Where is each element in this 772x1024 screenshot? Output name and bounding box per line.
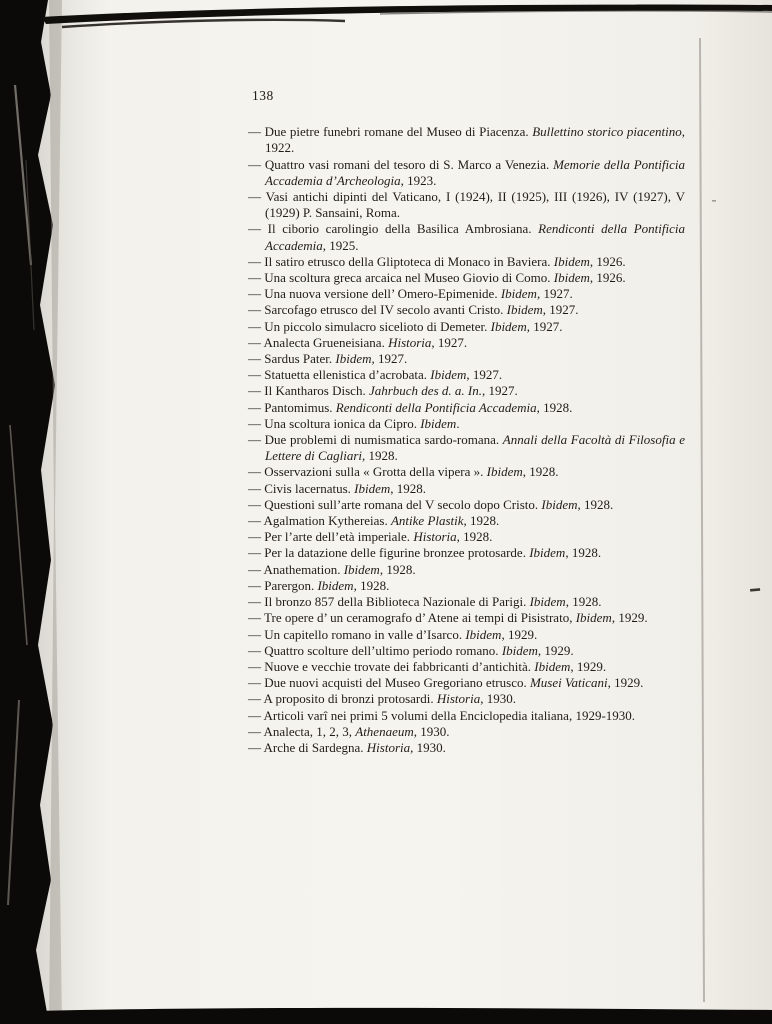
bibliography-entry <box>248 286 685 302</box>
page-number: 138 <box>252 88 274 103</box>
entry-dash: — <box>248 723 261 739</box>
entry-text <box>264 578 389 593</box>
bibliography-entry <box>248 740 685 756</box>
entry-segment: Analecta, 1, 2, 3, <box>263 723 356 739</box>
entry-text <box>264 610 648 625</box>
entry-segment: Due nuovi acquisti del Museo Gregoriano etrusco. <box>264 675 530 691</box>
bibliography-entry <box>248 254 685 270</box>
entry-segment: Osservazioni sulla « Grotta della vipera ». <box>264 464 487 480</box>
entry-segment-italic: Ibidem <box>506 302 543 318</box>
entry-text <box>264 513 500 528</box>
entry-text <box>264 383 517 398</box>
entry-segment-italic: Bullettino storico piacentino <box>532 124 682 140</box>
entry-text <box>264 254 625 269</box>
entry-segment: , 1928. <box>362 448 398 464</box>
entry-dash: — <box>248 156 261 172</box>
entry-segment: , 1923. <box>400 172 437 188</box>
entry-segment: , 1928. <box>379 561 416 577</box>
entry-segment: , 1928. <box>463 513 500 529</box>
entry-segment-italic: Athenaeum <box>355 723 414 739</box>
entry-segment-italic: Musei Vaticani <box>529 675 608 691</box>
entry-segment-italic: Ibidem <box>553 253 590 269</box>
entry-segment: , 1928. <box>577 496 614 512</box>
bibliography-entry <box>248 594 685 610</box>
bibliography-entry <box>248 481 685 497</box>
entry-segment: , 1922. <box>265 124 685 156</box>
entry-segment: Un capitello romano in valle d’Isarco. <box>264 626 466 642</box>
entry-segment-italic: Ibidem <box>534 658 571 674</box>
bibliography-entry <box>248 659 685 675</box>
entry-dash: — <box>248 610 261 626</box>
bibliography-list <box>248 124 685 756</box>
entry-segment: Quattro scolture dell’ultimo periodo romano. <box>264 642 502 658</box>
entry-dash: — <box>248 318 261 334</box>
entry-segment: Arche di Sardegna. <box>263 739 367 755</box>
entry-dash: — <box>248 221 261 237</box>
entry-dash: — <box>248 739 261 755</box>
entry-text <box>264 481 426 496</box>
entry-segment-italic: Historia <box>413 529 457 545</box>
entry-segment: , 1928. <box>353 577 390 593</box>
entry-segment-italic: Historia <box>436 691 481 707</box>
entry-segment: , 1927. <box>466 367 503 383</box>
bibliography-entry <box>248 513 685 529</box>
entry-segment: Anathemation. <box>263 561 344 577</box>
bibliography-entry <box>248 400 685 416</box>
bibliography-entry <box>248 124 685 156</box>
entry-segment: Questioni sull’arte romana del V secolo dopo Cristo. <box>264 496 542 512</box>
entry-segment: Tre opere d’ un ceramografo d’ Atene ai tempi di Pisistrato, <box>264 610 576 626</box>
entry-text <box>264 464 558 479</box>
entry-dash: — <box>248 124 261 140</box>
bibliography-entry <box>248 724 685 740</box>
entry-dash: — <box>248 577 261 593</box>
bibliography-entry <box>248 643 685 659</box>
entry-dash: — <box>248 351 261 367</box>
bibliography-entry <box>248 497 685 513</box>
entry-segment: , 1929. <box>501 626 538 642</box>
entry-segment: , 1928. <box>565 594 602 610</box>
entry-dash: — <box>248 513 261 529</box>
entry-text <box>264 594 601 609</box>
entry-segment: Per la datazione delle figurine bronzee protosarde. <box>264 545 530 561</box>
entry-segment-italic: Ibidem <box>335 351 372 367</box>
entry-text <box>264 675 643 690</box>
bibliography-entry <box>248 610 685 626</box>
entry-text <box>264 286 572 301</box>
entry-segment: Una nuova versione dell’ Omero-Epimenide. <box>264 286 501 302</box>
entry-dash: — <box>248 642 261 658</box>
entry-segment: , 1928. <box>536 399 573 415</box>
entry-segment: , 1928. <box>390 480 427 496</box>
entry-segment: Analecta Grueneisiana. <box>263 334 389 350</box>
bibliography-entry <box>248 545 685 561</box>
bibliography-entry <box>248 675 685 691</box>
entry-segment: , 1929. <box>607 675 644 691</box>
entry-segment-italic: Antike Plastik <box>390 513 464 529</box>
entry-segment-italic: Ibidem <box>529 545 566 561</box>
entry-dash: — <box>248 707 261 723</box>
entry-dash: — <box>248 496 261 512</box>
page-content <box>248 88 685 756</box>
entry-text <box>264 691 516 706</box>
entry-dash: — <box>248 594 261 610</box>
entry-text <box>265 124 685 155</box>
entry-dash: — <box>248 480 261 496</box>
entry-dash: — <box>248 561 261 577</box>
entry-segment: , 1930. <box>410 739 446 755</box>
entry-segment: A proposito di bronzi protosardi. <box>263 691 437 707</box>
entry-segment: Pantomimus. <box>264 399 336 415</box>
entry-segment-italic: Ibidem <box>529 594 566 610</box>
entry-text <box>264 270 625 285</box>
entry-text <box>264 562 416 577</box>
entry-dash: — <box>248 383 261 399</box>
entry-text <box>264 659 606 674</box>
entry-text <box>264 529 492 544</box>
entry-segment-italic: Ibidem <box>500 286 537 302</box>
entry-dash: — <box>248 253 261 269</box>
entry-segment: Il ciborio carolingio della Basilica Ambrosiana. <box>267 221 539 237</box>
entry-text <box>264 367 502 382</box>
entry-segment: , 1928. <box>522 464 559 480</box>
entry-dash: — <box>248 286 261 302</box>
bibliography-entry <box>248 691 685 707</box>
entry-segment: , 1927. <box>526 318 563 334</box>
entry-text <box>264 643 573 658</box>
bibliography-entry <box>248 351 685 367</box>
entry-dash: — <box>248 691 261 707</box>
entry-text <box>265 432 685 463</box>
entry-dash: — <box>248 367 261 383</box>
entry-text <box>264 400 572 415</box>
entry-text <box>264 724 450 739</box>
entry-segment: Parergon. <box>264 577 318 593</box>
bibliography-entry <box>248 562 685 578</box>
entry-segment: Il satiro etrusco della Gliptoteca di Monaco in Baviera. <box>264 253 554 269</box>
entry-segment-italic: Rendiconti della Pontificia Accademia <box>265 221 685 253</box>
entry-text <box>264 319 562 334</box>
entry-text <box>265 189 685 220</box>
bibliography-entry <box>248 367 685 383</box>
bibliography-entry <box>248 335 685 351</box>
entry-text <box>264 416 459 431</box>
entry-segment: Sardus Pater. <box>264 351 336 367</box>
bibliography-entry <box>248 432 685 464</box>
bibliography-entry <box>248 464 685 480</box>
entry-dash: — <box>248 464 261 480</box>
entry-dash: — <box>248 432 261 448</box>
entry-dash: — <box>248 399 261 415</box>
entry-text <box>265 221 685 252</box>
bibliography-entry <box>248 416 685 432</box>
entry-segment: , 1926. <box>589 270 626 286</box>
entry-segment: Il Kantharos Disch. <box>264 383 369 399</box>
entry-segment-italic: Ibidem <box>465 626 502 642</box>
entry-segment: , 1927. <box>542 302 579 318</box>
entry-segment: Due problemi di numismatica sardo-romana. <box>264 432 503 448</box>
entry-segment: Civis lacernatus. <box>264 480 355 496</box>
bibliography-entry <box>248 221 685 253</box>
entry-text <box>264 351 407 366</box>
entry-segment: , 1927. <box>481 383 518 399</box>
entry-segment: , 1926. <box>589 253 626 269</box>
entry-text <box>264 627 537 642</box>
bibliography-entry <box>248 319 685 335</box>
entry-segment: , 1930. <box>413 723 450 739</box>
entry-segment-italic: Ibidem <box>486 464 523 480</box>
entry-dash: — <box>248 658 261 674</box>
entry-segment: Due pietre funebri romane del Museo di Piacenza. <box>264 124 533 140</box>
bibliography-entry <box>248 708 685 724</box>
entry-dash: — <box>248 545 261 561</box>
entry-text <box>264 302 578 317</box>
entry-segment: , 1929. <box>570 658 607 674</box>
entry-segment: Sarcofago etrusco del IV secolo avanti Cristo. <box>264 302 507 318</box>
entry-segment: Agalmation Kythereias. <box>263 513 391 529</box>
entry-segment: . <box>456 415 460 431</box>
entry-segment: , 1929. <box>537 642 574 658</box>
entry-segment-italic: Memorie della Pontificia Accademia d’Archeologia <box>265 156 685 188</box>
entry-segment-italic: Jahrbuch des d. a. In. <box>368 383 482 399</box>
entry-segment: Nuove e vecchie trovate dei fabbricanti d’antichità. <box>264 658 535 674</box>
bibliography-entry <box>248 627 685 643</box>
entry-segment: Statuetta ellenistica d’acrobata. <box>264 367 431 383</box>
entry-segment: Una scoltura greca arcaica nel Museo Giovio di Como. <box>264 270 554 286</box>
entry-dash: — <box>248 675 261 691</box>
entry-segment: Un piccolo simulacro sicelioto di Demeter. <box>264 318 491 334</box>
bibliography-entry <box>248 529 685 545</box>
entry-text <box>264 335 468 350</box>
entry-dash: — <box>248 334 261 350</box>
entry-dash: — <box>248 189 261 205</box>
entry-dash: — <box>248 302 261 318</box>
entry-segment-italic: Ibidem <box>430 367 467 383</box>
entry-text <box>264 740 446 755</box>
entry-segment: Articoli varî nei primi 5 volumi della Enciclopedia italiana, 1929-1930. <box>263 707 636 723</box>
entry-segment-italic: Ibidem <box>575 610 612 626</box>
entry-segment-italic: Ibidem <box>541 496 578 512</box>
entry-dash: — <box>248 415 261 431</box>
entry-segment: , 1929. <box>611 610 648 626</box>
entry-segment-italic: Ibidem <box>553 270 590 286</box>
entry-segment-italic: Ibidem <box>343 561 380 577</box>
entry-segment-italic: Ibidem <box>420 415 457 431</box>
entry-segment: , 1927. <box>536 286 573 302</box>
entry-segment-italic: Ibidem <box>317 577 354 593</box>
entry-dash: — <box>248 529 261 545</box>
entry-segment: , 1925. <box>322 237 359 253</box>
entry-segment: Il bronzo 857 della Biblioteca Nazionale di Parigi. <box>264 594 530 610</box>
entry-dash: — <box>248 270 261 286</box>
entry-text <box>265 157 685 188</box>
bibliography-entry <box>248 189 685 221</box>
entry-text <box>264 545 601 560</box>
entry-segment: Una scoltura ionica da Cipro. <box>264 415 421 431</box>
entry-segment-italic: Ibidem <box>354 480 391 496</box>
entry-segment: , 1927. <box>371 351 408 367</box>
entry-segment: Quattro vasi romani del tesoro di S. Marco a Venezia. <box>264 156 554 172</box>
entry-segment-italic: Annali della Facoltà di Filosofia e Lettere di Cagliari <box>265 432 685 464</box>
entry-text <box>264 497 613 512</box>
entry-segment: Per l’arte dell’età imperiale. <box>264 529 414 545</box>
entry-segment-italic: Ibidem <box>501 642 538 658</box>
entry-segment-italic: Historia <box>366 739 411 755</box>
entry-segment-italic: Ibidem <box>490 318 527 334</box>
entry-text <box>264 708 635 723</box>
entry-segment: , 1927. <box>431 334 468 350</box>
bibliography-entry <box>248 270 685 286</box>
entry-segment-italic: Historia <box>388 334 432 350</box>
bibliography-entry <box>248 383 685 399</box>
entry-segment: , 1930. <box>480 691 516 707</box>
entry-segment-italic: Rendiconti della Pontificia Accademia <box>335 399 537 415</box>
entry-dash: — <box>248 626 261 642</box>
bibliography-entry <box>248 578 685 594</box>
entry-segment: Vasi antichi dipinti del Vaticano, I (1924), II (1925), III (1926), IV (1927), V (1929) P. Sansaini, Roma. <box>265 189 685 221</box>
bibliography-entry <box>248 157 685 189</box>
entry-segment: , 1928. <box>456 529 493 545</box>
entry-segment: , 1928. <box>565 545 602 561</box>
bibliography-entry <box>248 302 685 318</box>
